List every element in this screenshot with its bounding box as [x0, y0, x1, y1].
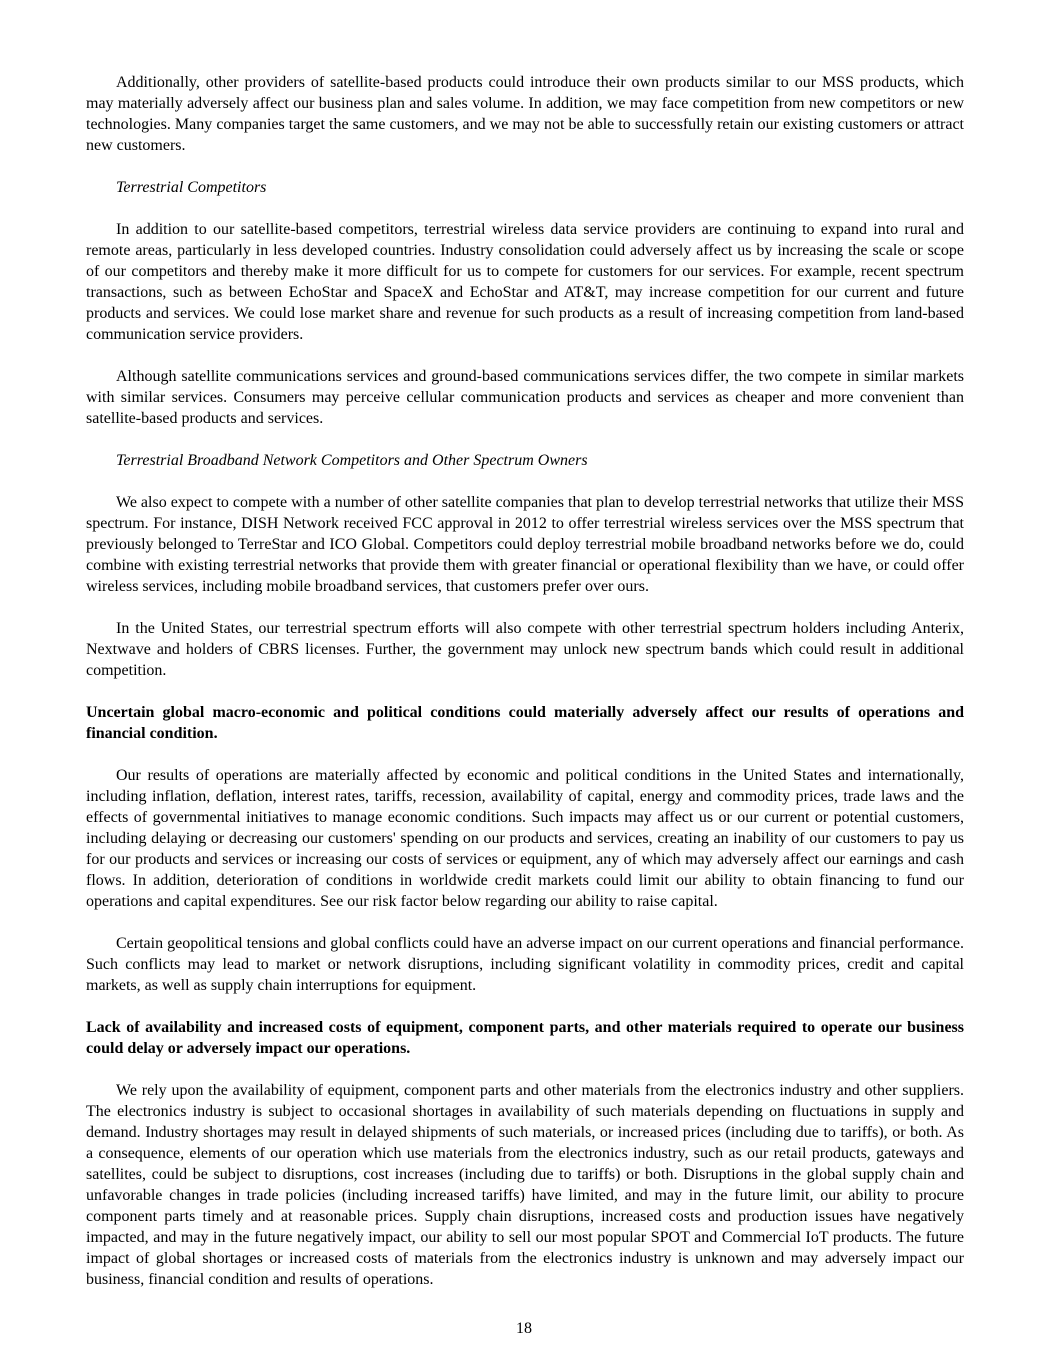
paragraph: Our results of operations are materially affected by economic and political conditions in the United States and internationally, including inflation, deflation, interest rates, tariffs, recession, availability of capital, energy and commodity prices, trade laws and the effects of governmental initiatives to manage economic conditions. Such impacts may affect us or our current or potential customers, including delaying or decreasing our customers' spending on our products and services, creating an inability of our customers to pay us for our products and services or increasing our costs of services or equipment, any of which may adversely affect our earnings and cash flows. In addition, deterioration of conditions in worldwide credit markets could limit our ability to obtain financing to fund our operations and capital expenditures. See our risk factor below regarding our ability to raise capital. [86, 767, 964, 910]
paragraph: In addition to our satellite-based competitors, terrestrial wireless data service providers are continuing to expand into rural and remote areas, particularly in less developed countries. Industry consolidation could adversely affect us by increasing the scale or scope of our competitors and thereby make it more difficult for us to compete for customers for our services. For example, recent spectrum transactions, such as between EchoStar and SpaceX and EchoStar and AT&T, may increase competition for our current and future products and services. We could lose market share and revenue for such products as a result of increasing competition from land-based communication service providers. [86, 221, 964, 343]
paragraph: Certain geopolitical tensions and global conflicts could have an adverse impact on our current operations and financial performance. Such conflicts may lead to market or network disruptions, including significant volatility in commodity prices, credit and capital markets, as well as supply chain interruptions for equipment. [86, 935, 964, 994]
paragraph: Although satellite communications services and ground-based communications services differ, the two compete in similar markets with similar services. Consumers may perceive cellular communication products and services as cheaper and more convenient than satellite-based products and services. [86, 368, 964, 427]
paragraph: We also expect to compete with a number of other satellite companies that plan to develop terrestrial networks that utilize their MSS spectrum. For instance, DISH Network received FCC approval in 2012 to offer terrestrial wireless services over the MSS spectrum that previously belonged to TerreStar and ICO Global. Competitors could deploy terrestrial mobile broadband networks before we do, could combine with existing terrestrial networks that provide them with greater financial or operational flexibility than we have, or could offer wireless services, including mobile broadband services, that customers prefer over ours. [86, 494, 964, 595]
paragraph: Additionally, other providers of satellite-based products could introduce their own products similar to our MSS products, which may materially adversely affect our business plan and sales volume. In addition, we may face competition from new competitors or new technologies. Many companies target the same customers, and we may not be able to successfully retain our existing customers or attract new customers. [86, 74, 964, 154]
section-heading-terrestrial-competitors: Terrestrial Competitors [116, 179, 267, 196]
paragraph: In the United States, our terrestrial spectrum efforts will also compete with other terrestrial spectrum holders including Anterix, Nextwave and holders of CBRS licenses. Further, the government may unlock new spectrum bands which could result in additional competition. [86, 620, 964, 679]
risk-factor-heading-equipment-availability: Lack of availability and increased costs of equipment, component parts, and other materials required to operate our business could delay or adversely impact our operations. [86, 1019, 964, 1057]
section-heading-terrestrial-broadband: Terrestrial Broadband Network Competitors and Other Spectrum Owners [116, 452, 588, 469]
page-number: 18 [516, 1320, 532, 1337]
paragraph: We rely upon the availability of equipment, component parts and other materials from the electronics industry and other suppliers. The electronics industry is subject to occasional shortages in availability of such materials depending on fluctuations in supply and demand. Industry shortages may result in delayed shipments of such materials, or increased prices (including due to tariffs), or both. As a consequence, elements of our operation which use materials from the electronics industry, such as our retail products, gateways and satellites, could be subject to disruptions, cost increases (including due to tariffs) or both. Disruptions in the global supply chain and unfavorable changes in trade policies (including increased tariffs) have limited, and may in the future limit, our ability to procure component parts timely and at reasonable prices. Supply chain disruptions, increased costs and production issues have negatively impacted, and may in the future negatively impact, our ability to sell our most popular SPOT and Commercial IoT products. The future impact of global shortages or increased costs of materials from the electronics industry is unknown and may adversely impact our business, financial condition and results of operations. [86, 1082, 964, 1288]
risk-factor-heading-macro-economic: Uncertain global macro-economic and political conditions could materially adversely affect our results of operations and financial condition. [86, 704, 964, 742]
